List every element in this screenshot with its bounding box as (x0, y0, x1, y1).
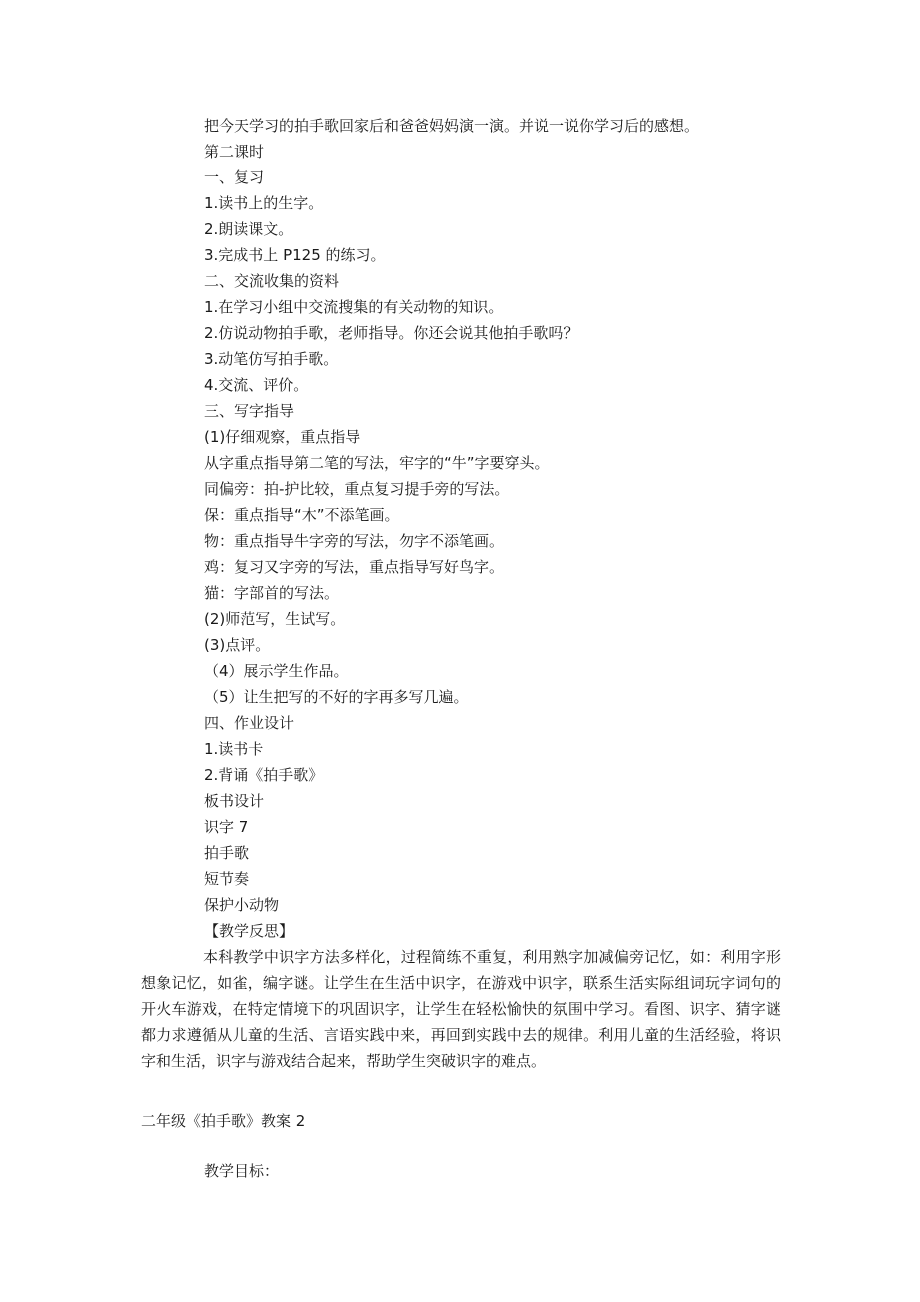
text-line: 2.背诵《拍手歌》 (204, 766, 324, 784)
text-line: 1.读书卡 (204, 740, 264, 758)
text-line: 从字重点指导第二笔的写法，牢字的“牛”字要穿头。 (204, 454, 550, 472)
objectives-label: 教学目标： (204, 1162, 280, 1180)
text-line: 1.在学习小组中交流搜集的有关动物的知识。 (204, 298, 504, 316)
text-line: 板书设计 (204, 792, 265, 810)
text-line: 鸡：复习又字旁的写法，重点指导写好鸟字。 (204, 558, 505, 576)
section-heading: 四、作业设计 (204, 714, 295, 732)
text-line: 把今天学习的拍手歌回家后和爸爸妈妈演一演。并说一说你学习后的感想。 (204, 117, 700, 135)
text-line: 猫：字部首的写法。 (204, 584, 340, 602)
text-line: 短节奏 (204, 870, 250, 888)
text-line: （5）让生把写的不好的字再多写几遍。 (204, 688, 469, 706)
text-line: 保护小动物 (204, 896, 280, 914)
text-line: 2.仿说动物拍手歌，老师指导。你还会说其他拍手歌吗？ (204, 324, 579, 342)
text-line: (3)点评。 (204, 636, 271, 654)
section-heading: 三、写字指导 (204, 402, 295, 420)
reflection-heading: 【教学反思】 (204, 922, 295, 940)
text-line: （4）展示学生作品。 (204, 662, 349, 680)
text-line: 物：重点指导牛字旁的写法，勿字不添笔画。 (204, 532, 505, 550)
text-line: 同偏旁：拍-护比较，重点复习提手旁的写法。 (204, 480, 510, 498)
text-line: (2)师范写，生试写。 (204, 610, 346, 628)
text-line: 识字 7 (204, 818, 249, 836)
text-line: (1)仔细观察，重点指导 (204, 428, 361, 446)
text-line: 1.读书上的生字。 (204, 194, 324, 212)
section-title: 二年级《拍手歌》教案 2 (141, 1112, 306, 1130)
text-line: 2.朗读课文。 (204, 220, 294, 238)
section-heading: 二、交流收集的资料 (204, 272, 340, 290)
lesson-heading: 第二课时 (204, 143, 265, 161)
reflection-paragraph: 本科教学中识字方法多样化，过程简练不重复，利用熟字加减偏旁记忆，如：利用字形想象记忆，如雀，编字谜。让学生在生活中识字，在游戏中识字，联系生活实际组词玩字词句的开火车游戏，在特定情境下的巩固识字，让学生在轻松愉快的氛围中学习。看图、识字、猜字谜都力求遵循从儿童的生活、言语实践中来，再回到实践中去的规律。利用儿童的生活经验，将识字和生活，识字与游戏结合起来，帮助学生突破识字的难点。 (141, 948, 781, 1070)
text-line: 3.动笔仿写拍手歌。 (204, 350, 339, 368)
text-line: 3.完成书上 P125 的练习。 (204, 246, 386, 264)
text-line: 保：重点指导“木”不添笔画。 (204, 506, 400, 524)
text-line: 4.交流、评价。 (204, 376, 309, 394)
text-line: 拍手歌 (204, 844, 250, 862)
section-heading: 一、复习 (204, 168, 265, 186)
